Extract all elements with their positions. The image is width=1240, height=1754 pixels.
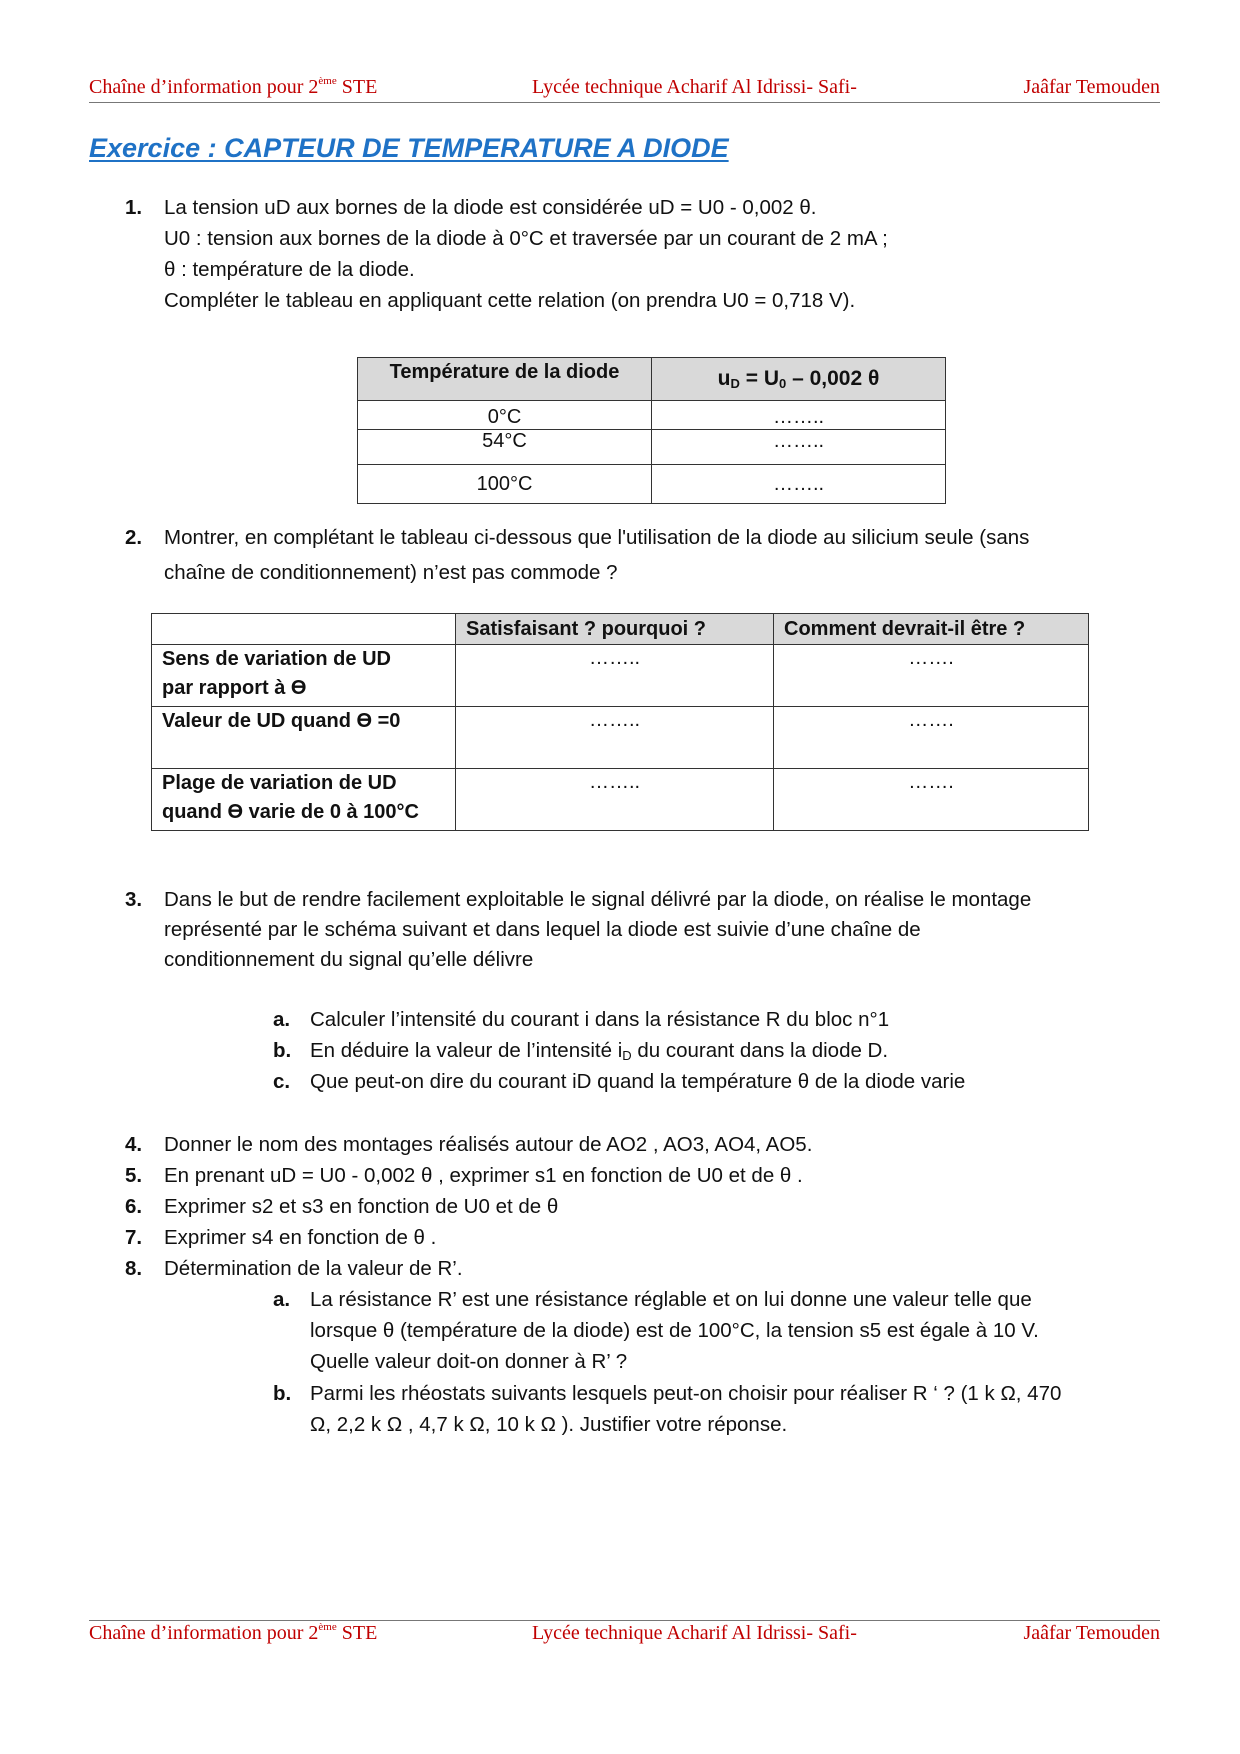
q3-line: représenté par le schéma suivant et dans lequel la diode est suivie d’une chaîne de: [164, 918, 921, 941]
q8a-line: La résistance R’ est une résistance réglable et on lui donne une valeur telle que: [310, 1288, 1032, 1311]
table1-temp: 0°C: [358, 401, 652, 430]
q8b-label: b.: [273, 1382, 292, 1405]
table2-cell: ……..: [456, 645, 774, 707]
q8a-line: Quelle valeur doit-on donner à R’ ?: [310, 1350, 628, 1373]
table2-cell: ……..: [456, 769, 774, 831]
q1-line: La tension uD aux bornes de la diode est considérée uD = U0 - 0,002 θ.: [164, 196, 817, 219]
header-rule: [89, 102, 1160, 103]
table2-header-comment: Comment devrait-il être ?: [774, 614, 1089, 645]
footer-left: Chaîne d’information pour 2ème STE: [89, 1621, 378, 1644]
q8a-label: a.: [273, 1288, 291, 1311]
table2-header-satisfaisant: Satisfaisant ? pourquoi ?: [456, 614, 774, 645]
q2-line: chaîne de conditionnement) n’est pas commode ?: [164, 561, 618, 584]
table2-cell: ……..: [456, 707, 774, 769]
q5-text: En prenant uD = U0 - 0,002 θ , exprimer s1 en fonction de U0 et de θ .: [164, 1164, 803, 1187]
q8-number: 8.: [125, 1257, 143, 1280]
q2-number: 2.: [125, 526, 143, 549]
table2-cell: …….: [774, 707, 1089, 769]
temperature-table: [357, 357, 946, 504]
q1-line: U0 : tension aux bornes de la diode à 0°C et traversée par un courant de 2 mA ;: [164, 227, 888, 250]
q3-number: 3.: [125, 888, 143, 911]
header-left: Chaîne d’information pour 2ème STE: [89, 75, 378, 98]
table2-row-label: Valeur de UD quand Ɵ =0: [152, 707, 456, 769]
q3a-label: a.: [273, 1008, 291, 1031]
q3b-text: En déduire la valeur de l’intensité $i_D$ du courant dans la diode D.: [310, 1039, 889, 1063]
q6-text: Exprimer s2 et s3 en fonction de U0 et de θ: [164, 1195, 559, 1218]
table1-temp: 54°C: [358, 430, 652, 465]
table1-temp: 100°C: [358, 465, 652, 504]
header-center: Lycée technique Acharif Al Idrissi- Safi-: [532, 76, 857, 98]
table2-cell: …….: [774, 769, 1089, 831]
table1-value: ……..: [652, 430, 946, 465]
q7-number: 7.: [125, 1226, 143, 1249]
table1-value: ……..: [652, 465, 946, 504]
q1-line: Compléter le tableau en appliquant cette relation (on prendra U0 = 0,718 V).: [164, 289, 856, 312]
q5-number: 5.: [125, 1164, 143, 1187]
header-right: Jaâfar Temouden: [1023, 76, 1160, 98]
table1-header-temp: Température de la diode: [358, 358, 652, 401]
table2-row-label: Plage de variation de UD quand Ɵ varie de 0 à 100°C: [152, 769, 456, 831]
q3-line: Dans le but de rendre facilement exploitable le signal délivré par la diode, on réalise le montage: [164, 888, 1032, 911]
table1-header-formula: $u_D = U_0 - 0,002$ θ: [652, 358, 946, 401]
page-footer: [89, 1622, 1160, 1644]
table2-cell: …….: [774, 645, 1089, 707]
q6-number: 6.: [125, 1195, 143, 1218]
q7-text: Exprimer s4 en fonction de θ .: [164, 1226, 437, 1249]
q8b-line: Parmi les rhéostats suivants lesquels peut-on choisir pour réaliser R ‘ ? (1 k Ω, 470: [310, 1382, 1062, 1405]
page-header: [89, 76, 1160, 98]
evaluation-table: [151, 613, 1089, 831]
table1-value: ……..: [652, 401, 946, 430]
q4-text: Donner le nom des montages réalisés autour de AO2 , AO3, AO4, AO5.: [164, 1133, 813, 1156]
q4-number: 4.: [125, 1133, 143, 1156]
q1-number: 1.: [125, 196, 143, 219]
q3a-text: Calculer l’intensité du courant i dans la résistance R du bloc n°1: [310, 1008, 890, 1031]
q8b-line: Ω, 2,2 k Ω , 4,7 k Ω, 10 k Ω ). Justifier votre réponse.: [310, 1413, 788, 1436]
q3-line: conditionnement du signal qu’elle délivre: [164, 948, 534, 971]
q3c-label: c.: [273, 1070, 291, 1093]
q8a-line: lorsque θ (température de la diode) est de 100°C, la tension s5 est égale à 10 V.: [310, 1319, 1039, 1342]
q1-line: θ : température de la diode.: [164, 258, 415, 281]
q2-line: Montrer, en complétant le tableau ci-dessous que l'utilisation de la diode au silicium seule (sans: [164, 526, 1030, 549]
footer-center: Lycée technique Acharif Al Idrissi- Safi-: [532, 1622, 857, 1644]
exercise-title: Exercice : CAPTEUR DE TEMPERATURE A DIODE: [89, 133, 729, 163]
footer-rule: [89, 1620, 1160, 1621]
table2-row-label: Sens de variation de UD par rapport à Ɵ: [152, 645, 456, 707]
q3b-label: b.: [273, 1039, 292, 1062]
table2-empty-corner: [152, 614, 456, 645]
footer-right: Jaâfar Temouden: [1023, 1622, 1160, 1644]
q3c-text: Que peut-on dire du courant iD quand la température θ de la diode varie: [310, 1070, 966, 1093]
q8-text: Détermination de la valeur de R’.: [164, 1257, 463, 1280]
